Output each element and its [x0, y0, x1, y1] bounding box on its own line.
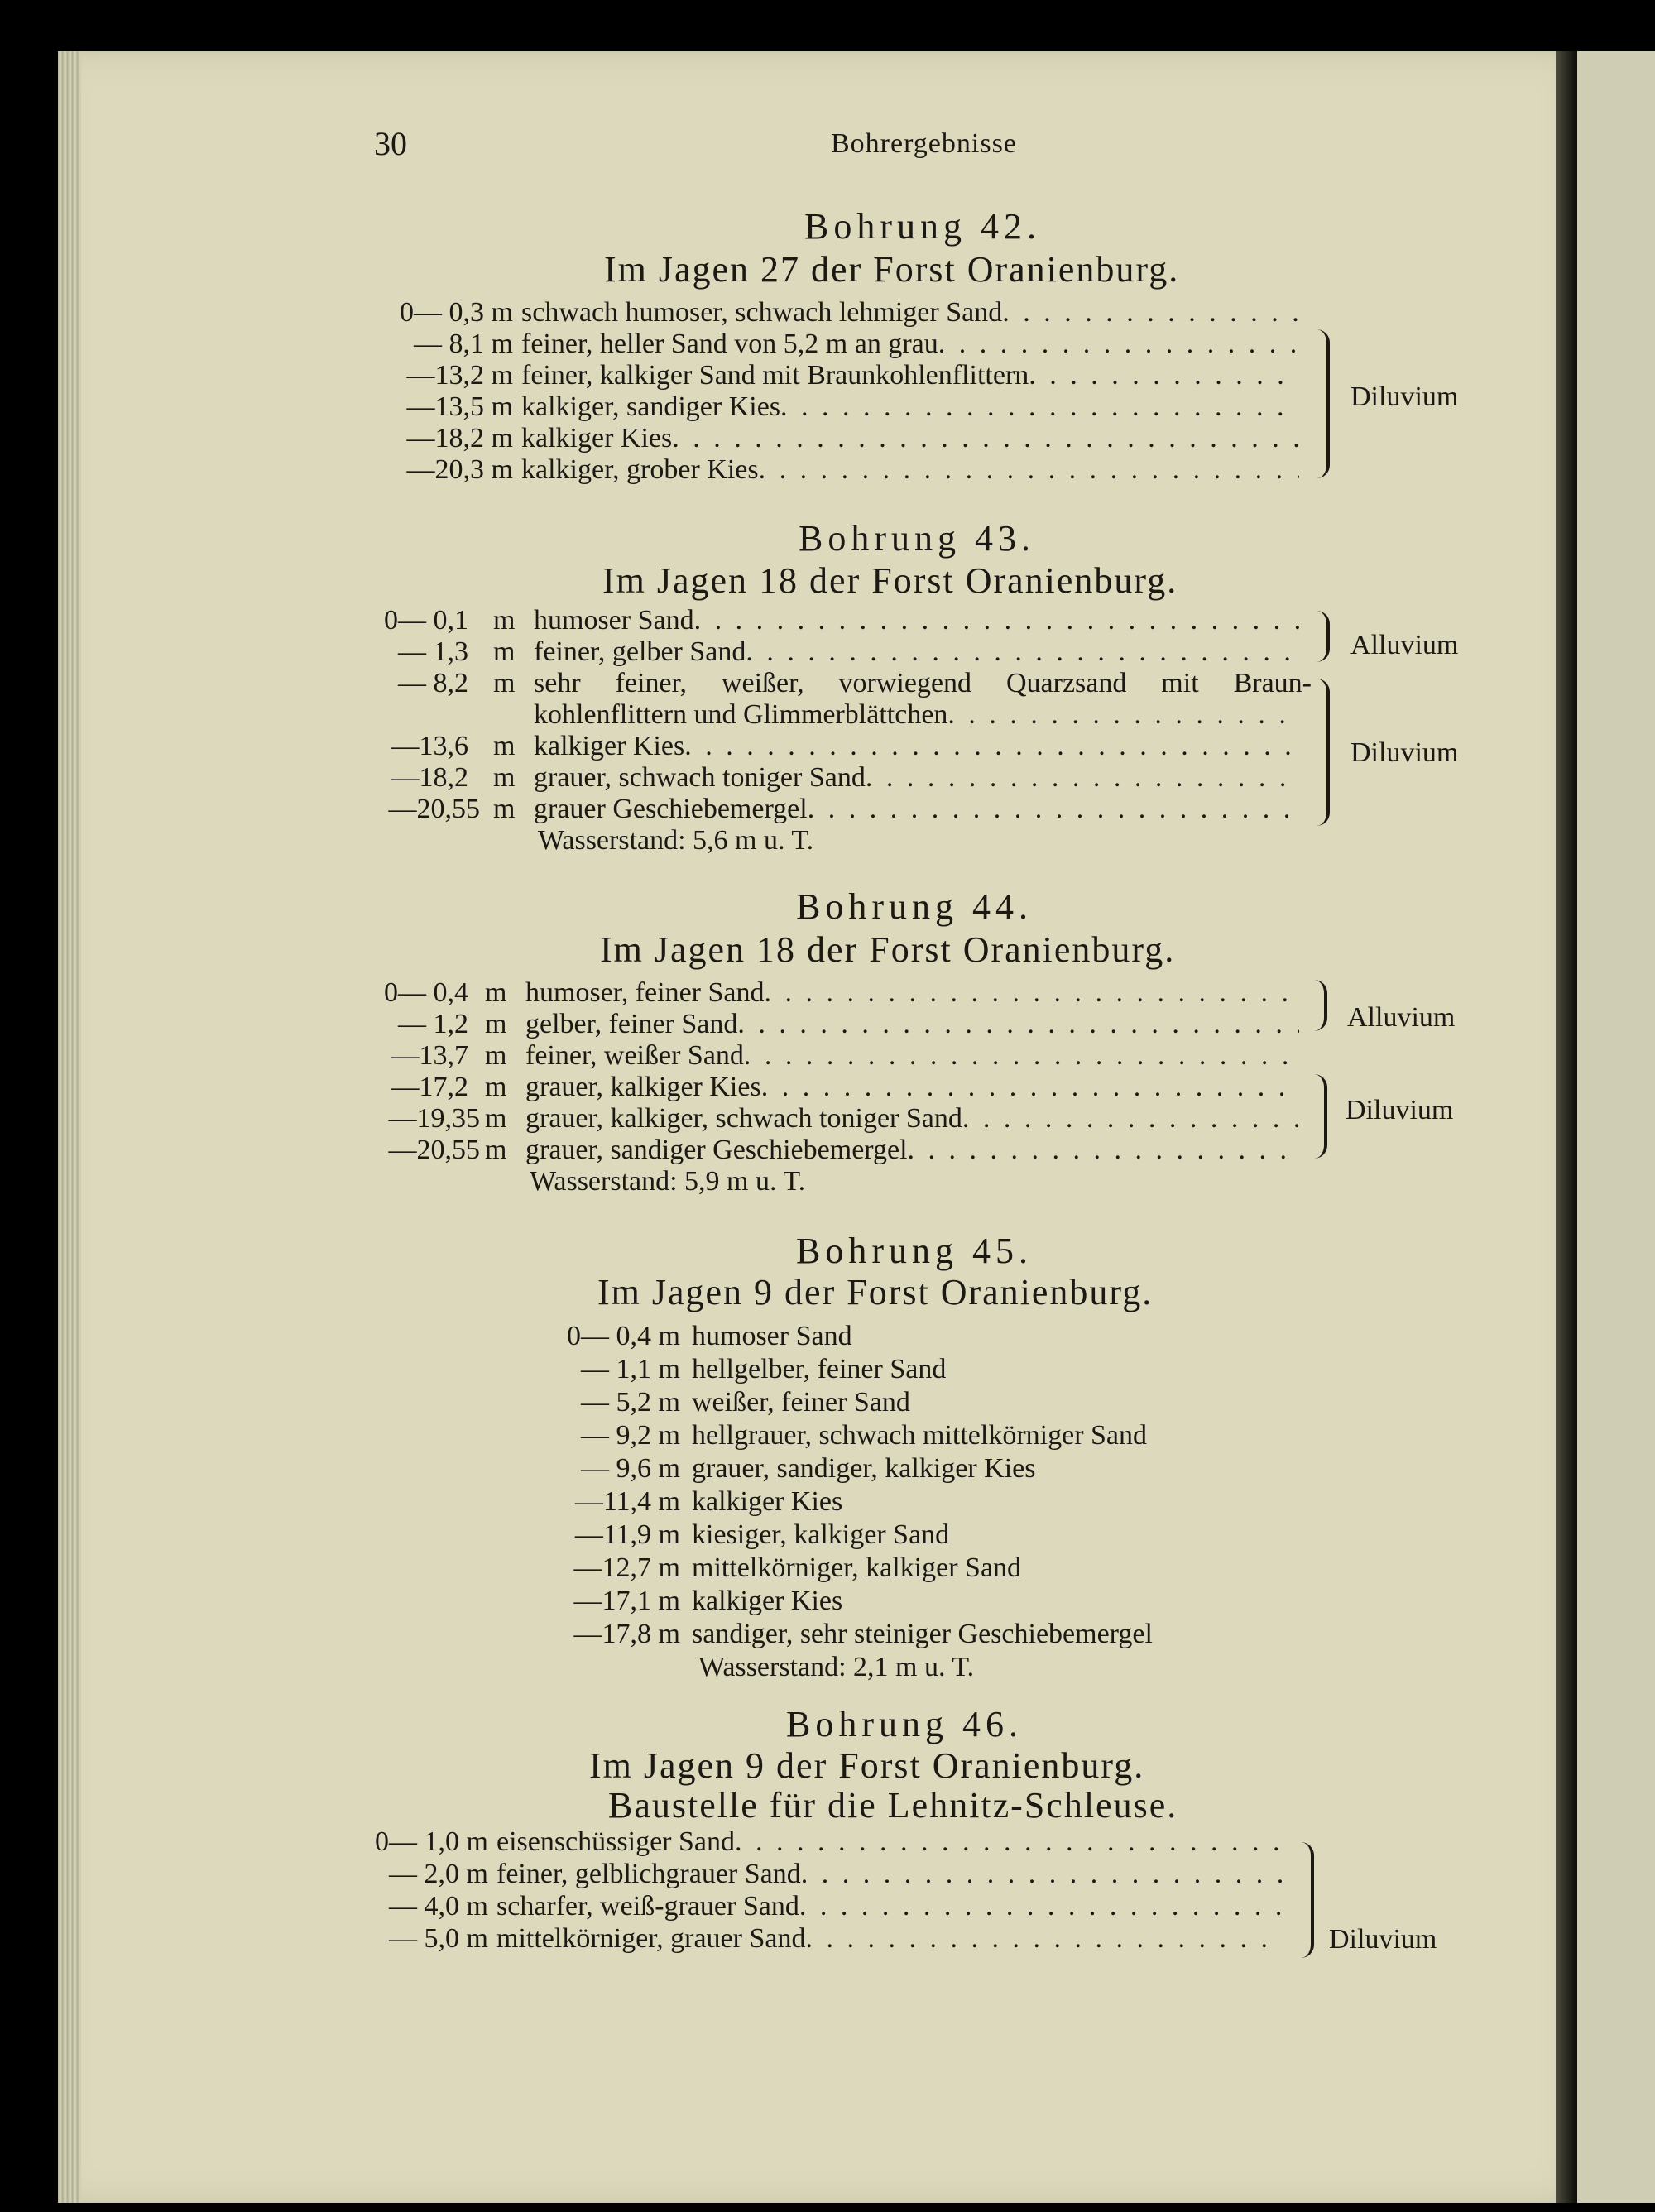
layer-depth: —13,7 — [391, 1040, 468, 1071]
layer-depth: —13,5 m — [406, 391, 513, 422]
page-number: 30 — [374, 125, 407, 162]
leader-dots — [746, 636, 1299, 669]
layer-description: hellgelber, feiner Sand — [692, 1354, 947, 1384]
layer-description: feiner, heller Sand von 5,2 m an grau — [521, 329, 938, 359]
stratum-label: Diluvium — [1350, 737, 1459, 768]
layer-unit: m — [485, 1103, 507, 1134]
layer-description: humoser, feiner Sand — [525, 977, 765, 1008]
leader-dots — [866, 761, 1299, 794]
leader-dots — [780, 391, 1299, 424]
stratum-brace — [1309, 1074, 1327, 1159]
layer-description: feiner, kalkiger Sand mit Braunkohlenflittern — [521, 360, 1029, 391]
layer-depth: —19,35 — [388, 1103, 480, 1134]
layer-description: kalkiger, grober Kies — [521, 454, 759, 485]
stratum-label: Diluvium — [1346, 1095, 1454, 1125]
layer-unit: m — [485, 1009, 507, 1039]
boring-46-title: Bohrung 46. — [786, 1704, 1023, 1744]
layer-description: mittelkörniger, kalkiger Sand — [692, 1552, 1022, 1583]
layer-depth: — 5,2 m — [581, 1387, 680, 1418]
layer-unit: m — [485, 1072, 507, 1102]
layer-description: grauer, kalkiger Kies — [525, 1072, 761, 1102]
boring-46-location: Im Jagen 9 der Forst Oranienburg. — [589, 1745, 1145, 1786]
boring-43-title: Bohrung 43. — [799, 518, 1035, 559]
layer-description: kalkiger, sandiger Kies — [521, 391, 781, 422]
layer-description: gelber, feiner Sand — [525, 1009, 738, 1039]
layer-description: grauer, kalkiger, schwach toniger Sand — [525, 1103, 962, 1134]
leader-dots — [744, 1039, 1299, 1072]
facing-page-edge — [1577, 51, 1655, 2203]
layer-depth: 0— 0,1 — [384, 605, 468, 636]
layer-depth: —12,7 m — [573, 1552, 680, 1583]
layer-depth: —17,1 m — [573, 1586, 680, 1616]
layer-description: kalkiger Kies — [534, 731, 685, 761]
boring-45-location: Im Jagen 9 der Forst Oranienburg. — [597, 1272, 1154, 1312]
leader-dots — [908, 1134, 1299, 1167]
water-level: Wasserstand: 5,9 m u. T. — [530, 1166, 806, 1197]
layer-unit: m — [493, 731, 516, 761]
layer-description: humoser Sand — [534, 605, 694, 636]
stratum-label: Diluvium — [1329, 1924, 1437, 1955]
layer-depth: —18,2 m — [406, 423, 513, 453]
stratum-label: Diluvium — [1350, 381, 1459, 412]
layer-description: grauer, sandiger Geschiebemergel — [525, 1135, 908, 1165]
stratum-brace — [1296, 1842, 1314, 1958]
layer-description: sandiger, sehr steiniger Geschiebemergel — [692, 1619, 1153, 1649]
water-level: Wasserstand: 2,1 m u. T. — [698, 1652, 975, 1682]
leader-dots — [1029, 359, 1299, 392]
layer-depth: —11,9 m — [574, 1519, 680, 1550]
layer-depth: 0— 0,3 m — [400, 297, 513, 328]
leader-dots — [962, 1102, 1299, 1135]
boring-42-location: Im Jagen 27 der Forst Oranienburg. — [604, 249, 1180, 290]
page-edges — [58, 51, 81, 2203]
layer-unit: m — [493, 794, 516, 824]
boring-45-title: Bohrung 45. — [796, 1231, 1033, 1271]
leader-dots — [684, 730, 1299, 763]
leader-dots — [672, 422, 1299, 455]
layer-unit: m — [493, 605, 516, 636]
boring-42-title: Bohrung 42. — [804, 206, 1041, 247]
boring-44-title: Bohrung 44. — [796, 886, 1033, 927]
layer-description: kiesiger, kalkiger Sand — [692, 1519, 950, 1550]
leader-dots — [761, 1071, 1299, 1104]
layer-depth: —13,2 m — [406, 360, 513, 391]
layer-description: feiner, weißer Sand — [525, 1040, 744, 1071]
layer-description: schwach humoser, schwach lehmiger Sand — [521, 297, 1003, 328]
layer-description: kalkiger Kies — [692, 1586, 843, 1616]
layer-depth: —20,3 m — [406, 454, 513, 485]
layer-depth: — 1,1 m — [581, 1354, 680, 1384]
layer-description: feiner, gelber Sand — [534, 636, 746, 667]
layer-depth: — 9,2 m — [581, 1420, 680, 1451]
layer-depth: 0— 0,4 — [384, 977, 468, 1008]
leader-dots — [801, 1858, 1283, 1891]
leader-dots — [735, 1826, 1283, 1859]
layer-description: feiner, gelblichgrauer Sand — [496, 1859, 801, 1889]
layer-unit: m — [485, 977, 507, 1008]
layer-description: grauer, schwach toniger Sand — [534, 762, 866, 793]
layer-description: grauer Geschiebemergel — [534, 794, 808, 824]
boring-44-location: Im Jagen 18 der Forst Oranienburg. — [600, 929, 1176, 970]
layer-depth: — 1,2 — [398, 1009, 468, 1039]
water-level: Wasserstand: 5,6 m u. T. — [538, 825, 814, 856]
leader-dots — [765, 976, 1299, 1010]
layer-depth: — 8,2 — [398, 668, 468, 698]
layer-unit: m — [493, 636, 516, 667]
stratum-label: Alluvium — [1347, 1002, 1456, 1033]
leader-dots — [799, 1890, 1283, 1923]
leader-dots — [805, 1922, 1283, 1955]
book-gutter — [1556, 51, 1577, 2203]
layer-depth: —17,2 — [391, 1072, 468, 1102]
layer-depth: 0— 0,4 m — [567, 1321, 680, 1351]
layer-description: eisenschüssiger Sand — [496, 1826, 736, 1857]
boring-43-location: Im Jagen 18 der Forst Oranienburg. — [602, 560, 1178, 601]
layer-description: humoser Sand — [692, 1321, 852, 1351]
layer-depth: —11,4 m — [574, 1486, 680, 1517]
stratum-label: Alluvium — [1350, 630, 1459, 660]
layer-depth: — 2,0 m — [389, 1859, 488, 1889]
layer-description: grauer, sandiger, kalkiger Kies — [692, 1453, 1036, 1484]
leader-dots — [938, 328, 1299, 361]
leader-dots — [1002, 296, 1299, 329]
layer-description-cont: kohlenflittern und Glimmerblättchen — [534, 699, 948, 730]
running-title: Bohrergebnisse — [831, 128, 1017, 159]
layer-description: hellgrauer, schwach mittelkörniger Sand — [692, 1420, 1148, 1451]
leader-dots — [759, 453, 1299, 487]
layer-description: kalkiger Kies — [521, 423, 673, 453]
layer-description: scharfer, weiß-grauer Sand — [496, 1891, 799, 1922]
layer-depth: —13,6 — [391, 731, 468, 761]
stratum-brace — [1312, 611, 1330, 662]
layer-depth: — 5,0 m — [389, 1923, 488, 1954]
layer-unit: m — [493, 762, 516, 793]
layer-depth: — 1,3 — [398, 636, 468, 667]
leader-dots — [737, 1008, 1299, 1041]
leader-dots — [808, 793, 1299, 826]
stratum-brace — [1312, 679, 1330, 826]
layer-depth: —18,2 — [391, 762, 468, 793]
layer-depth: — 8,1 m — [414, 329, 513, 359]
layer-unit: m — [493, 668, 516, 698]
layer-description: mittelkörniger, grauer Sand — [496, 1923, 806, 1954]
layer-depth: — 9,6 m — [581, 1453, 680, 1484]
layer-unit: m — [485, 1040, 507, 1071]
layer-depth: 0— 1,0 m — [375, 1826, 488, 1857]
layer-description: weißer, feiner Sand — [692, 1387, 910, 1418]
leader-dots — [947, 698, 1299, 732]
layer-depth: — 4,0 m — [389, 1891, 488, 1922]
layer-description: kalkiger Kies — [692, 1486, 843, 1517]
layer-unit: m — [485, 1135, 507, 1165]
stratum-brace — [1309, 980, 1327, 1031]
leader-dots — [694, 604, 1299, 637]
stratum-brace — [1312, 329, 1330, 478]
layer-depth: —20,55 — [388, 794, 480, 824]
layer-depth: —17,8 m — [573, 1619, 680, 1649]
boring-46-site: Baustelle für die Lehnitz-Schleuse. — [608, 1785, 1178, 1826]
layer-description: sehr feiner, weißer, vorwiegend Quarzsand mit Braun- — [534, 668, 1312, 698]
layer-depth: —20,55 — [388, 1135, 480, 1165]
